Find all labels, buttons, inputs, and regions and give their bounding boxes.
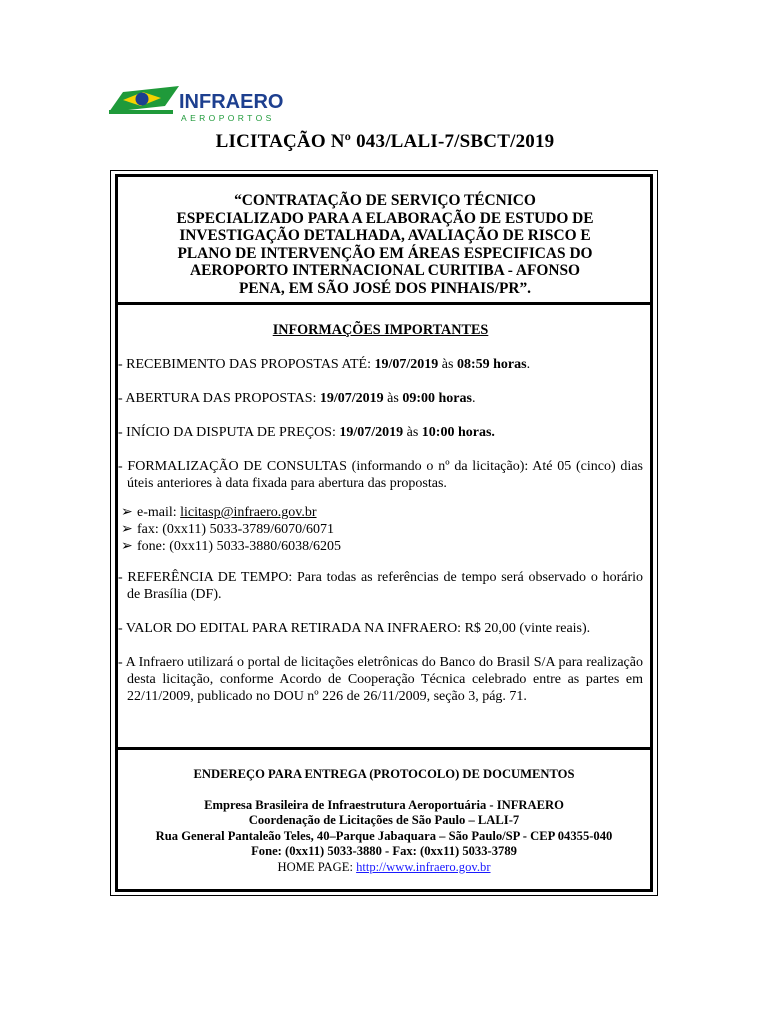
home-page: HOME PAGE: http://www.infraero.gov.br (277, 859, 491, 874)
arrow-bullet-icon: ➢ (121, 505, 133, 520)
subject-line: AEROPORTO INTERNACIONAL CURITIBA - AFONSO (190, 262, 580, 280)
document-title: LICITAÇÃO Nº 043/LALI-7/SBCT/2019 (215, 131, 555, 152)
opening-time: 09:00 horas (402, 391, 472, 406)
receipt-date: 19/07/2019 (374, 357, 439, 372)
logo-subtitle: AEROPORTOS (181, 113, 275, 123)
important-info (118, 322, 643, 722)
receipt-deadline: - RECEBIMENTO DAS PROPOSTAS ATÉ: 19/07/2019 às 08:59 horas. (118, 357, 531, 372)
email-link[interactable]: licitasp@infraero.gov.br (180, 505, 317, 520)
infraero-logo (109, 86, 284, 124)
dispute-date: 19/07/2019 (339, 425, 404, 440)
subject-line: PLANO DE INTERVENÇÃO EM ÁREAS ESPECIFICAS DO (177, 244, 593, 262)
subject-block (135, 192, 635, 298)
contact-phone: ➢ fone: (0xx11) 5033-3880/6038/6205 (121, 539, 342, 554)
portal-info: - A Infraero utilizará o portal de licitações eletrônicas do Banco do Brasil S/A para realização desta licitação, conforme Acordo de Cooperação Técnica celebrado entre as partes em 22/11/2009, publicado no DOU nº 226 de 26/11/2009, seção 3, pág. 71. (118, 655, 643, 704)
contact-email: ➢ e-mail: licitasp@infraero.gov.br (121, 505, 317, 520)
arrow-bullet-icon: ➢ (121, 539, 133, 554)
info-heading: INFORMAÇÕES IMPORTANTES (272, 322, 489, 338)
edital-value: - VALOR DO EDITAL PARA RETIRADA NA INFRAERO: R$ 20,00 (vinte reais). (118, 621, 591, 636)
subject-line: ESPECIALIZADO PARA A ELABORAÇÃO DE ESTUDO DE (176, 209, 594, 227)
receipt-time: 08:59 horas (456, 357, 527, 372)
divider-top (115, 302, 653, 305)
contact-list (118, 504, 643, 555)
subject-line: PENA, EM SÃO JOSÉ DOS PINHAIS/PR”. (238, 279, 532, 297)
footer-heading: ENDEREÇO PARA ENTREGA (PROTOCOLO) DE DOCUMENTOS (193, 767, 575, 781)
subject-line: INVESTIGAÇÃO DETALHADA, AVALIAÇÃO DE RISCO E (179, 227, 591, 245)
phone-fax: Fone: (0xx11) 5033-3880 - Fax: (0xx11) 5033-3789 (251, 844, 517, 858)
street-address: Rua General Pantaleão Teles, 40–Parque Jabaquara – São Paulo/SP - CEP 04355-040 (155, 828, 613, 843)
subject-line: “CONTRATAÇÃO DE SERVIÇO TÉCNICO (234, 192, 536, 209)
dispute-time: 10:00 horas. (421, 425, 495, 440)
delivery-address (118, 767, 650, 875)
contact-fax: ➢ fax: (0xx11) 5033-3789/6070/6071 (121, 522, 335, 537)
time-reference: - REFERÊNCIA DE TEMPO: Para todas as referências de tempo será observado o horário de Brasília (DF). (118, 570, 643, 602)
company-name: Empresa Brasileira de Infraestrutura Aeroportuária - INFRAERO (204, 797, 564, 812)
divider-bottom (115, 747, 653, 750)
consultations: - FORMALIZAÇÃO DE CONSULTAS (informando o nº da licitação): Até 05 (cinco) dias úteis anteriores à data fixada para abertura das propostas. (118, 459, 643, 491)
logo-name: INFRAERO (179, 91, 284, 113)
proposal-opening: - ABERTURA DAS PROPOSTAS: 19/07/2019 às 09:00 horas. (118, 391, 476, 406)
home-page-link[interactable]: http://www.infraero.gov.br (356, 859, 491, 874)
department: Coordenação de Licitações de São Paulo – LALI-7 (248, 813, 520, 827)
brazil-flag-icon (109, 86, 284, 124)
dispute-start: - INÍCIO DA DISPUTA DE PREÇOS: 19/07/2019 às 10:00 horas. (118, 425, 495, 440)
arrow-bullet-icon: ➢ (121, 522, 133, 537)
opening-date: 19/07/2019 (319, 391, 384, 406)
